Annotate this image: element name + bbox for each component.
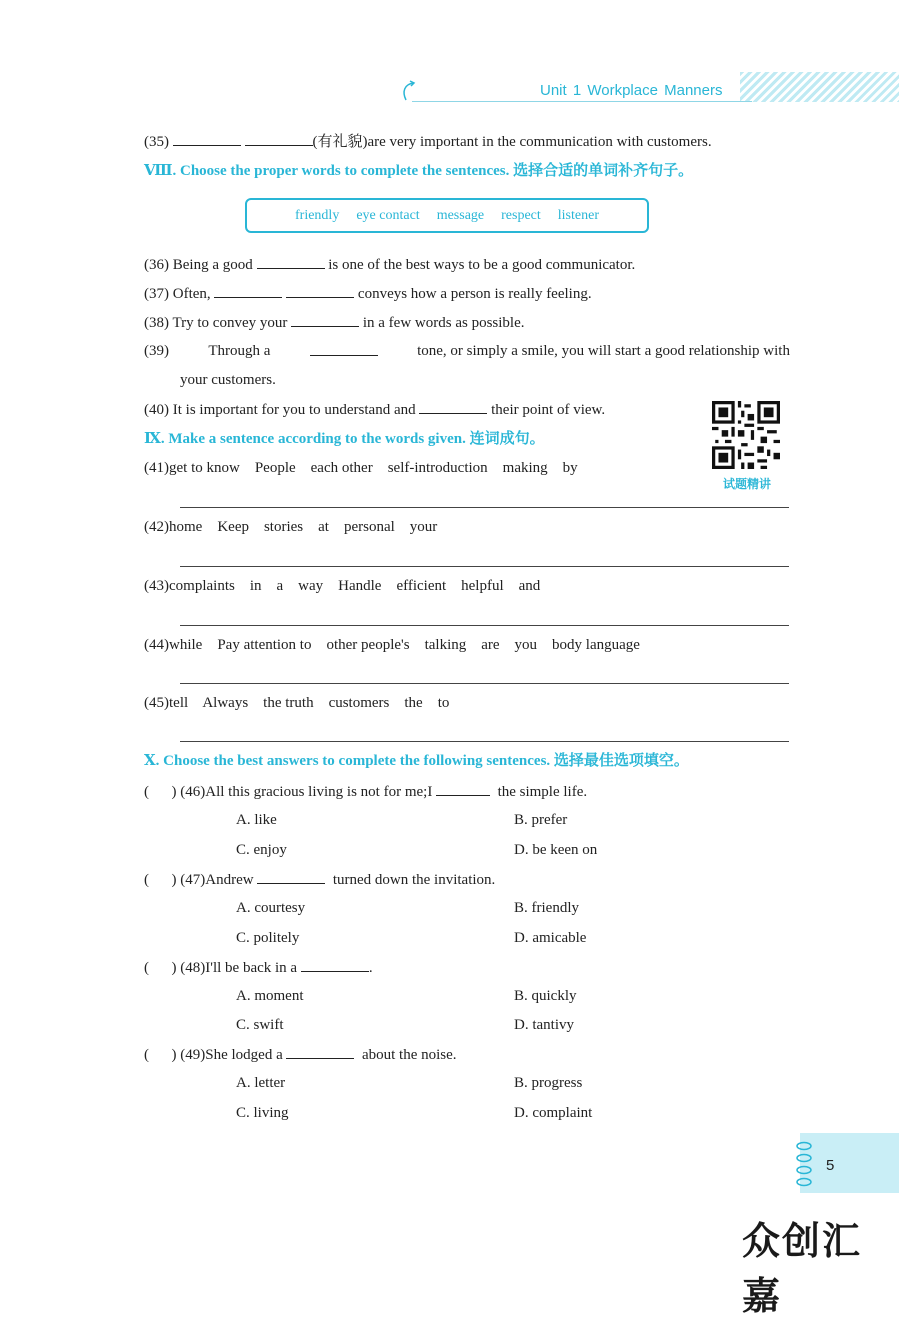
qr-code-icon[interactable] xyxy=(712,401,780,469)
header-rule xyxy=(412,101,752,102)
question-number: (41) xyxy=(144,460,169,476)
answer-blank[interactable] xyxy=(214,283,282,298)
question-text: turned down the invitation. xyxy=(332,872,496,888)
question-number: (49) xyxy=(180,1047,206,1063)
answer-blank[interactable] xyxy=(257,869,325,884)
answer-blank[interactable] xyxy=(436,781,490,796)
option-d[interactable]: D. tantivy xyxy=(514,1017,574,1033)
question-36 xyxy=(144,254,635,275)
question-49 xyxy=(144,1044,457,1065)
option-d[interactable]: D. complaint xyxy=(514,1105,593,1121)
question-text: Andrew xyxy=(205,872,254,888)
word-bank-item: listener xyxy=(557,207,599,223)
option-b[interactable]: B. quickly xyxy=(514,988,577,1004)
answer-line[interactable] xyxy=(180,625,789,626)
option-c[interactable]: C. swift xyxy=(236,1017,284,1033)
question-text: Being a good xyxy=(172,257,253,273)
page-decoration-icon xyxy=(795,1140,813,1188)
answer-blank[interactable] xyxy=(245,131,313,146)
watermark-logo: 众创汇嘉 xyxy=(742,1219,863,1318)
question-35 xyxy=(144,131,712,152)
option-a[interactable]: A. like xyxy=(236,812,277,828)
question-number: (45) xyxy=(144,695,169,711)
question-text: the simple life. xyxy=(497,784,588,800)
section-10-heading: Ⅹ. Choose the best answers to complete the following sentences. 选择最佳选项填空。 xyxy=(144,753,689,769)
question-39 xyxy=(144,341,790,361)
question-text: Through a xyxy=(208,343,271,359)
word-prompt: complaints in a way Handle efficient helpful and xyxy=(169,578,541,594)
option-b[interactable]: B. prefer xyxy=(514,812,568,828)
word-prompt: tell Always the truth customers the to xyxy=(169,695,450,711)
answer-bracket[interactable]: ( ) xyxy=(144,1047,177,1063)
question-text: Try to convey your xyxy=(172,315,288,331)
question-number: (42) xyxy=(144,519,169,535)
question-46 xyxy=(144,781,587,802)
answer-line[interactable] xyxy=(180,507,789,508)
answer-blank[interactable] xyxy=(257,254,325,269)
answer-blank[interactable] xyxy=(286,1044,354,1059)
option-c[interactable]: C. enjoy xyxy=(236,842,287,858)
question-number: (39) xyxy=(144,343,169,359)
answer-blank[interactable] xyxy=(286,283,354,298)
question-number: (46) xyxy=(180,784,206,800)
question-38 xyxy=(144,312,524,333)
question-41 xyxy=(144,458,578,478)
answer-bracket[interactable]: ( ) xyxy=(144,784,177,800)
question-number: (48) xyxy=(180,960,206,976)
question-42 xyxy=(144,517,437,537)
question-text: conveys how a person is really feeling. xyxy=(357,286,592,302)
question-text: their point of view. xyxy=(491,402,606,418)
answer-blank[interactable] xyxy=(310,341,378,356)
qr-code-label: 试题精讲 xyxy=(722,477,771,491)
question-text: tone, or simply a smile, you will start a good relationship with xyxy=(417,343,790,359)
option-d[interactable]: D. amicable xyxy=(514,930,587,946)
question-text: in a few words as possible. xyxy=(362,315,525,331)
question-text: about the noise. xyxy=(361,1047,457,1063)
answer-blank[interactable] xyxy=(419,399,487,414)
question-text: I'll be back in a xyxy=(205,960,298,976)
question-48 xyxy=(144,957,373,978)
answer-line[interactable] xyxy=(180,566,789,567)
option-c[interactable]: C. politely xyxy=(236,930,300,946)
question-47 xyxy=(144,869,495,890)
option-a[interactable]: A. courtesy xyxy=(236,900,306,916)
page-number-tab xyxy=(800,1133,899,1193)
header-arrow-icon xyxy=(400,80,416,102)
word-prompt: get to know People each other self-introduction making by xyxy=(169,460,578,476)
page-number: 5 xyxy=(826,1157,835,1174)
question-44 xyxy=(144,635,640,655)
answer-bracket[interactable]: ( ) xyxy=(144,872,177,888)
question-number: (38) xyxy=(144,315,169,331)
question-40 xyxy=(144,399,605,420)
word-bank-item: respect xyxy=(501,207,541,223)
option-b[interactable]: B. progress xyxy=(514,1075,583,1091)
option-a[interactable]: A. moment xyxy=(236,988,304,1004)
section-9-heading: Ⅸ. Make a sentence according to the words given. 连词成句。 xyxy=(144,431,545,447)
answer-line[interactable] xyxy=(180,741,789,742)
question-text: Often, xyxy=(172,286,211,302)
header-stripes xyxy=(740,72,899,102)
question-text: (有礼貌)are very important in the communication with customers. xyxy=(312,134,712,150)
section-8-heading: Ⅷ. Choose the proper words to complete the sentences. 选择合适的单词补齐句子。 xyxy=(144,163,694,179)
answer-bracket[interactable]: ( ) xyxy=(144,960,177,976)
unit-title: Unit 1 Workplace Manners xyxy=(540,82,723,99)
option-d[interactable]: D. be keen on xyxy=(514,842,598,858)
answer-line[interactable] xyxy=(180,683,789,684)
question-39-continued: your customers. xyxy=(180,372,276,388)
question-37 xyxy=(144,283,592,304)
question-number: (36) xyxy=(144,257,169,273)
answer-blank[interactable] xyxy=(291,312,359,327)
question-number: (43) xyxy=(144,578,169,594)
question-number: (37) xyxy=(144,286,169,302)
question-text: is one of the best ways to be a good communicator. xyxy=(328,257,636,273)
option-a[interactable]: A. letter xyxy=(236,1075,286,1091)
question-text: It is important for you to understand and xyxy=(172,402,416,418)
word-bank-item: message xyxy=(436,207,485,223)
question-45 xyxy=(144,693,449,713)
question-text: All this gracious living is not for me;I xyxy=(205,784,433,800)
answer-blank[interactable] xyxy=(173,131,241,146)
question-number: (44) xyxy=(144,637,169,653)
word-prompt: home Keep stories at personal your xyxy=(169,519,438,535)
question-number: (40) xyxy=(144,402,169,418)
word-bank-item: eye contact xyxy=(356,207,420,223)
question-43 xyxy=(144,576,540,596)
option-c[interactable]: C. living xyxy=(236,1105,289,1121)
question-number: (35) xyxy=(144,134,169,150)
option-b[interactable]: B. friendly xyxy=(514,900,579,916)
question-number: (47) xyxy=(180,872,206,888)
word-prompt: while Pay attention to other people's talking are you body language xyxy=(169,637,640,653)
word-bank xyxy=(245,198,649,233)
question-text: . xyxy=(368,960,373,976)
question-text: She lodged a xyxy=(205,1047,283,1063)
answer-blank[interactable] xyxy=(301,957,369,972)
word-bank-item: friendly xyxy=(295,207,340,223)
